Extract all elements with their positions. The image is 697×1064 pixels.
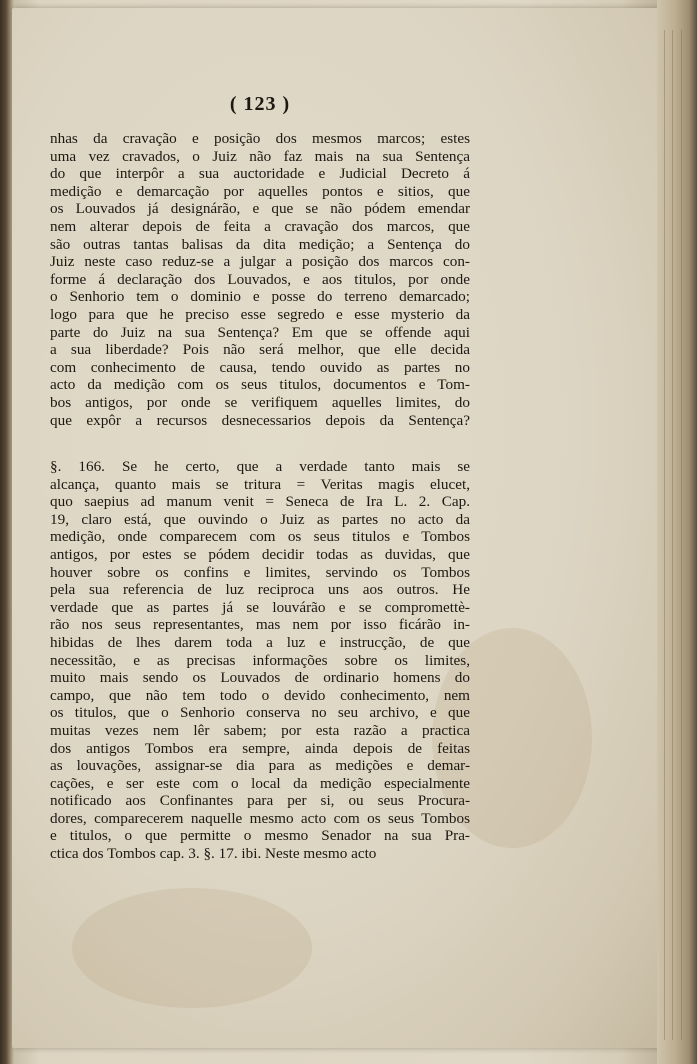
text-line: medição, onde comparecem com os seus titulos e Tombos	[50, 528, 470, 546]
text-line: antigos, por estes se pódem decidir todas as duvidas, que	[50, 545, 470, 563]
text-line: muito mais sendo os Louvados de ordinario homens do	[50, 669, 470, 687]
text-line: notificado aos Confinantes para per si, ou seus Procura-	[50, 792, 470, 810]
text-line: cações, e ser este com o local da medição especialmente	[50, 774, 470, 792]
text-line: e titulos, o que permitte o mesmo Senador na sua Pra-	[50, 827, 470, 845]
text-line: medição e demarcação por aquelles pontos e sitios, que	[50, 182, 470, 200]
text-line: do que interpôr a sua auctoridade e Judicial Decreto á	[50, 165, 470, 183]
text-line: logo para que he preciso esse segredo e esse mysterio da	[50, 305, 470, 323]
page-edge	[657, 0, 697, 1064]
page-edge-line	[664, 30, 665, 1040]
text-line: necessitão, e as precisas informações sobre os limites,	[50, 651, 470, 669]
text-line: muitas vezes nem lêr sabem; por esta razão a practica	[50, 721, 470, 739]
paper-stain	[72, 888, 312, 1008]
text-line: que expôr a recursos desnecessarios depois da Sentença?	[50, 411, 470, 429]
text-line: rão nos seus representantes, mas nem por isso ficárão in-	[50, 616, 470, 634]
text-line: verdade que as partes já se louvárão e se compromettè-	[50, 598, 470, 616]
text-line: são outras tantas balisas da dita medição; a Sentença do	[50, 235, 470, 253]
text-line: §. 166. Se he certo, que a verdade tanto mais se	[50, 458, 470, 475]
page-number: ( 123 )	[229, 93, 291, 115]
text-line: os Louvados já designárão, e que se não pódem emendar	[50, 200, 470, 218]
text-line: Juiz neste caso reduz-se a julgar a posição dos marcos con-	[50, 253, 470, 271]
text-line: hibidas de lhes darem toda a luz e instrucção, de que	[50, 633, 470, 651]
text-line: o Senhorio tem o dominio e posse do terreno demarcado;	[50, 288, 470, 306]
paragraph-1	[50, 130, 470, 429]
text-line: parte do Juiz na sua Sentença? Em que se offende aqui	[50, 323, 470, 341]
text-line: as louvações, assignar-se dia para as medições e demar-	[50, 757, 470, 775]
text-line: dos antigos Tombos era sempre, ainda depois de feitas	[50, 739, 470, 757]
text-line: 19, claro está, que ouvindo o Juiz as partes no acto da	[50, 510, 470, 528]
text-line: acto da medição com os seus titulos, documentos e Tom-	[50, 376, 470, 394]
text-line: a sua liberdade? Pois não será melhor, que elle decida	[50, 341, 470, 359]
page-edge-line	[672, 30, 673, 1040]
text-line: nhas da cravação e posição dos mesmos marcos; estes	[50, 130, 470, 147]
text-line: quo saepius ad manum venit = Seneca de Ira L. 2. Cap.	[50, 493, 470, 511]
text-line: nem alterar depois de feita a cravação dos marcos, que	[50, 217, 470, 235]
page-edge-line	[681, 30, 682, 1040]
text-line: alcança, quanto mais se tritura = Veritas magis elucet,	[50, 475, 470, 493]
paragraph-2	[50, 458, 470, 863]
text-line: ctica dos Tombos cap. 3. §. 17. ibi. Neste mesmo acto	[50, 845, 377, 863]
text-line: campo, que não tem todo o devido conhecimento, nem	[50, 686, 470, 704]
text-line: os titulos, que o Senhorio conserva no seu archivo, e que	[50, 704, 470, 722]
text-line: bos antigos, por onde se verifiquem aquelles limites, do	[50, 393, 470, 411]
text-line: com conhecimento de causa, tendo ouvido as partes no	[50, 358, 470, 376]
text-line: houver sobre os confins e limites, servindo os Tombos	[50, 563, 470, 581]
text-line: uma vez cravados, o Juiz não faz mais na sua Sentença	[50, 147, 470, 165]
text-line: forme á declaração dos Louvados, e aos titulos, por onde	[50, 270, 470, 288]
text-line: pela sua referencia de luz reciproca uns aos outros. He	[50, 581, 470, 599]
text-line: dores, comparecerem naquelle mesmo acto com os seus Tombos	[50, 809, 470, 827]
